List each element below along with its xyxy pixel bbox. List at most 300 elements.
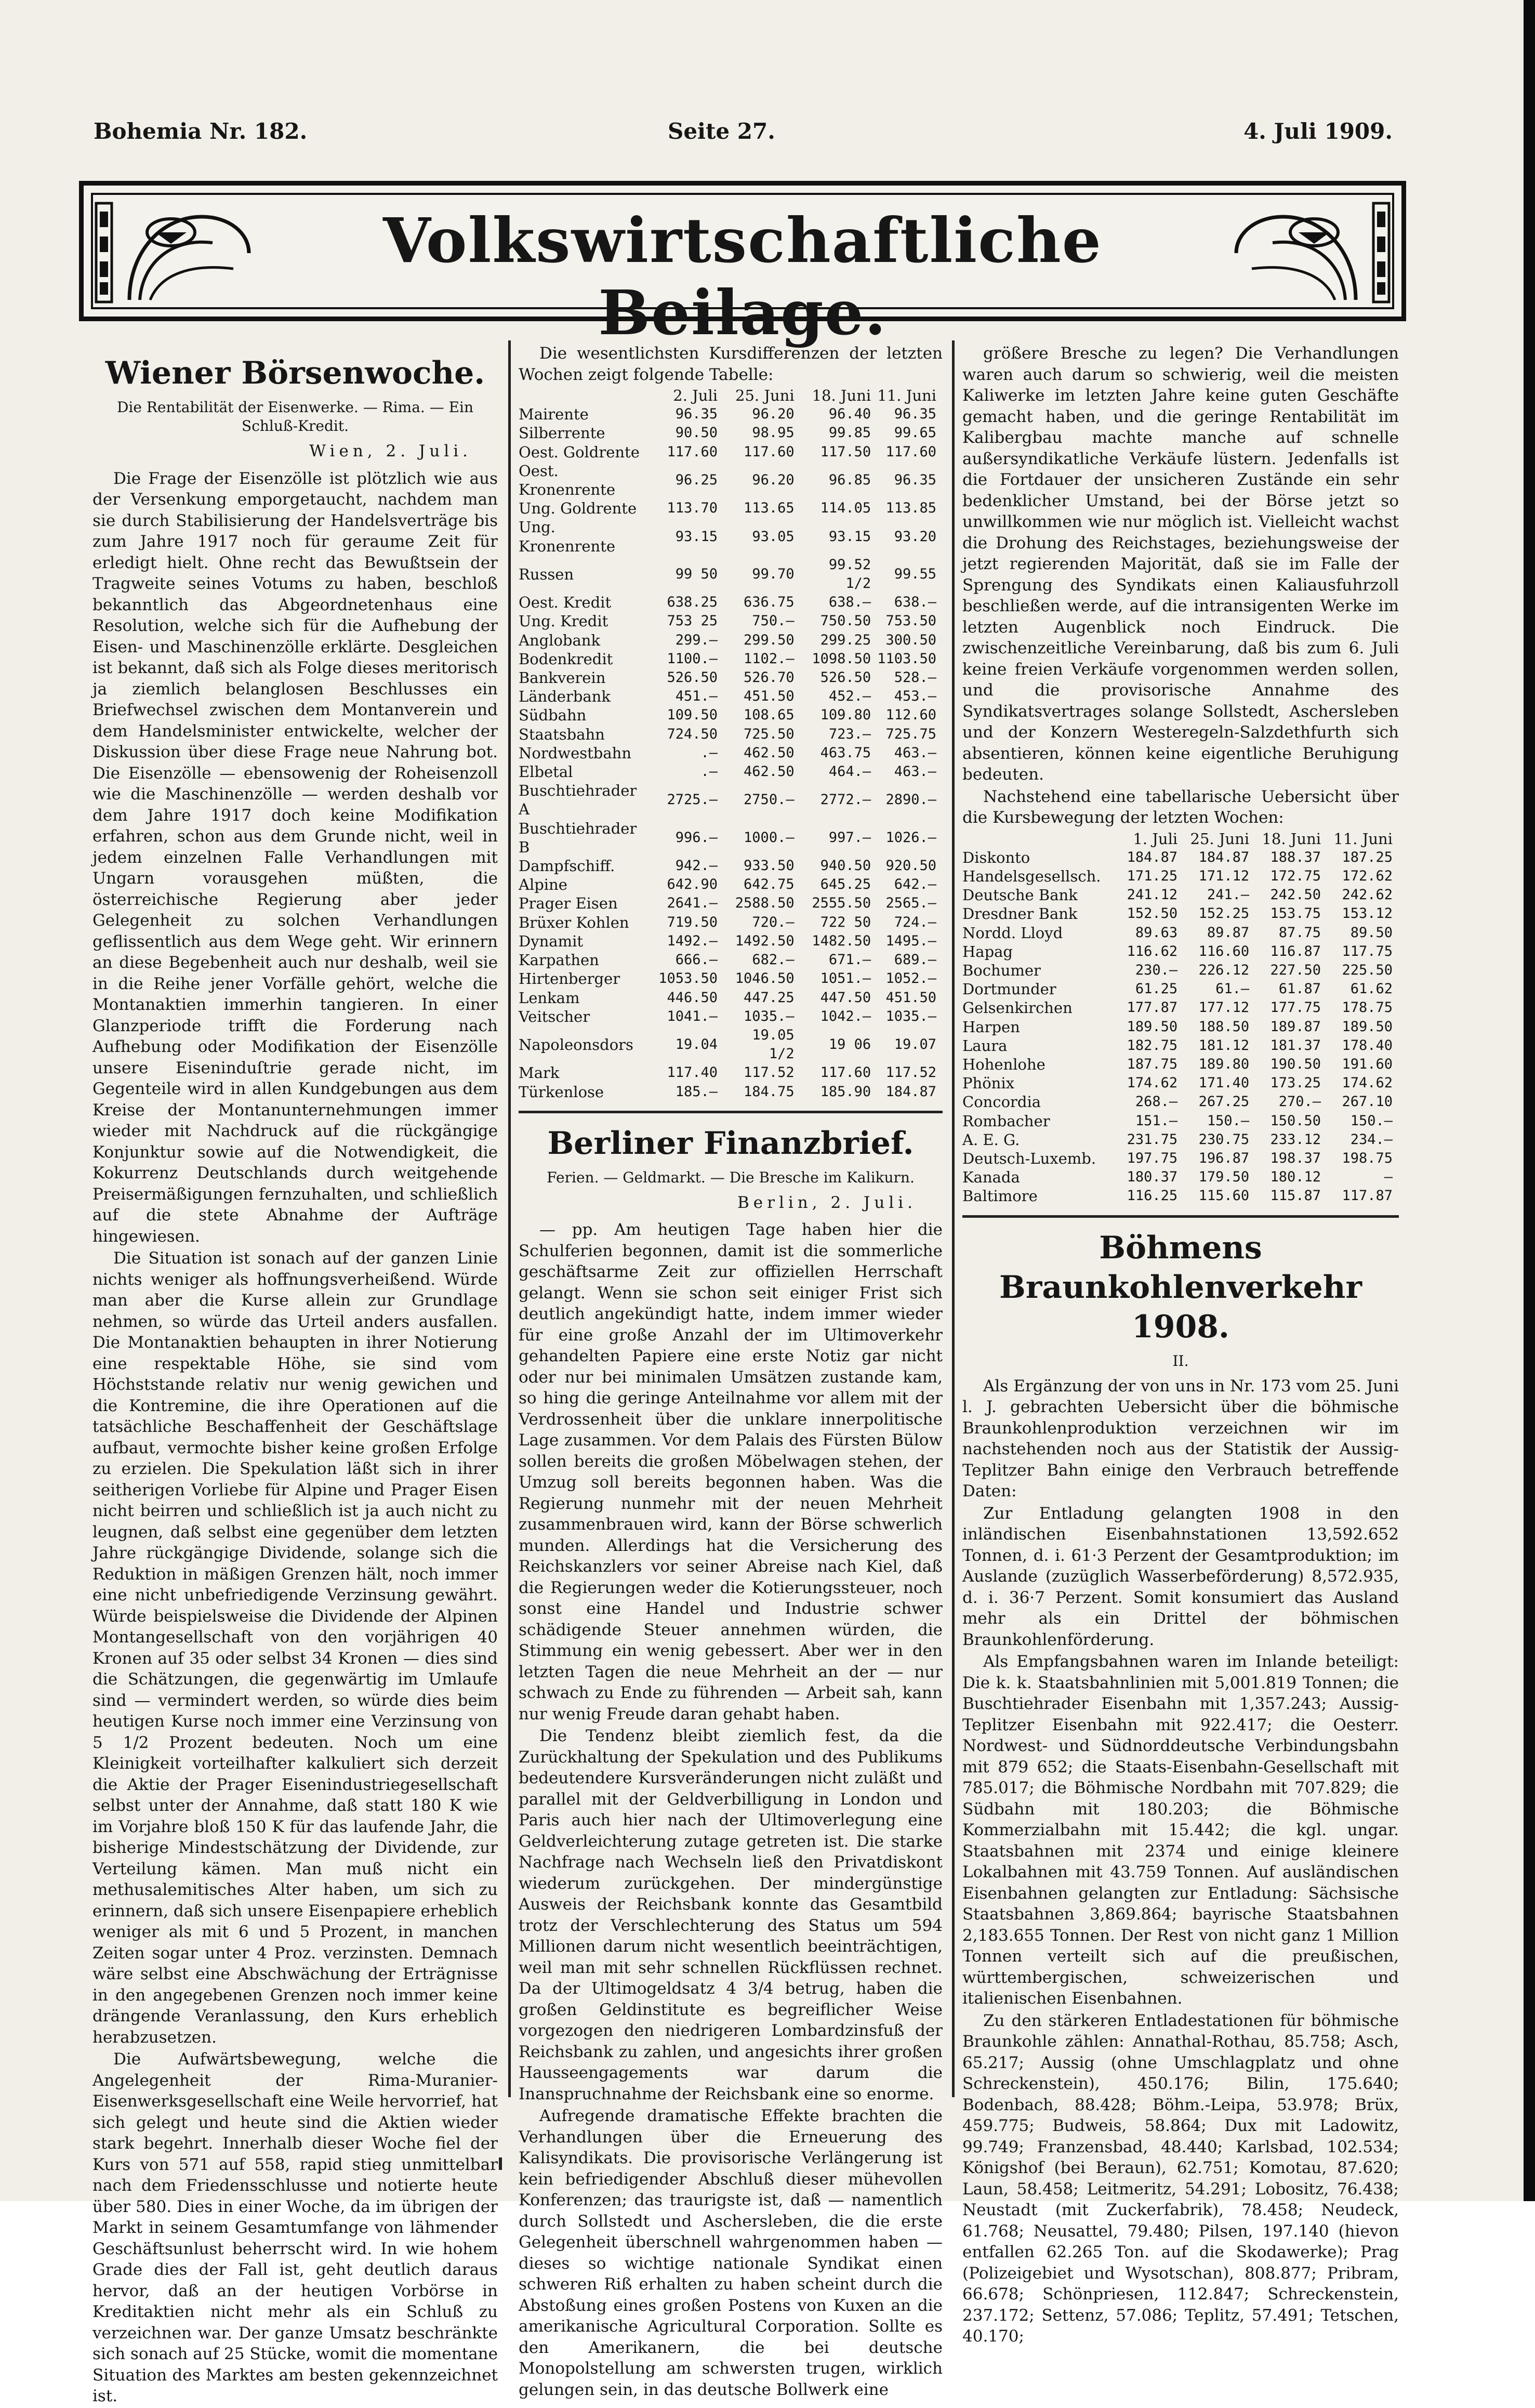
security-name-cell: Mairente: [519, 405, 589, 424]
price-cell: 172.62: [1342, 867, 1393, 884]
price-cell: 230.75: [1198, 1131, 1250, 1148]
article-subtitle: Ferien. — Geldmarkt. — Die Bresche im Kalikurn.: [547, 1168, 915, 1186]
price-cell: 1035.—: [744, 1008, 795, 1024]
table-header-cell: 25. Juni: [735, 387, 795, 404]
price-cell: 241.—: [1207, 887, 1250, 903]
price-cell: 115.87: [1270, 1188, 1321, 1204]
price-cell: 1000.—: [744, 829, 795, 846]
table-header-cell: [962, 830, 1121, 848]
price-cell: 180.37: [1127, 1169, 1178, 1186]
price-cell: 188.50: [1198, 1018, 1250, 1035]
table-row: [962, 1055, 1399, 1074]
price-cell: 184.87: [1127, 849, 1178, 865]
price-cell: —: [1384, 1169, 1393, 1186]
table-intro: Nachstehend eine tabellarische Uebersicht über die Kursbewegung der letzten Wochen:: [962, 787, 1399, 827]
price-cell: 526.50: [667, 669, 718, 686]
price-cell: 116.87: [1270, 943, 1321, 959]
security-name-cell: Alpine: [519, 876, 567, 894]
article-paragraph: Zur Entladung gelangten 1908 in den inländischen Eisenbahnstationen 13,592.652 Tonnen, d. i. 61·3 Perzent der Gesamtproduktion; im Auslande (zuzüglich Wasserbeförderung) 8,572.935, d. i. 36·7 Perzent. Somit konsumiert das Ausland mehr als ein Drittel der böhmischen Braunkohlenförderung.: [962, 1504, 1399, 1649]
price-cell: 189.50: [1127, 1018, 1178, 1035]
security-name-cell: Dampfschiff.: [519, 857, 615, 875]
price-cell: 171.12: [1198, 867, 1250, 884]
table-header-cell: 25. Juni: [1190, 830, 1250, 848]
price-cell: 89.87: [1207, 924, 1250, 941]
security-name-cell: Napoleonsdors: [519, 1036, 633, 1054]
security-name-cell: Mark: [519, 1064, 560, 1082]
price-cell: 19.04: [675, 1036, 718, 1052]
price-cell: 117.87: [1342, 1188, 1393, 1204]
table-row: [519, 650, 943, 668]
price-cell: 753.50: [885, 613, 936, 629]
price-cell: 93.15: [675, 528, 718, 545]
security-name-cell: Bochumer: [962, 961, 1041, 979]
price-cell: 2588.50: [735, 895, 795, 912]
price-cell: 300.50: [885, 631, 936, 648]
price-cell: 242.50: [1270, 887, 1321, 903]
price-cell: 150.50: [1270, 1112, 1321, 1129]
price-cell: 638.—: [828, 594, 871, 611]
security-name-cell: Oest. Kredit: [519, 594, 612, 612]
price-cell: 177.75: [1270, 999, 1321, 1016]
table-header-cell: 18. Juni: [1262, 830, 1321, 848]
price-cell: 1042.—: [820, 1008, 871, 1024]
price-cell: 636.75: [744, 594, 795, 611]
price-cell: 116.62: [1127, 943, 1178, 959]
price-cell: 93.20: [894, 528, 936, 545]
table-row: [519, 706, 943, 725]
table-header-row: [519, 386, 943, 405]
price-cell: 642.75: [744, 876, 795, 893]
price-cell: 725.50: [744, 726, 795, 742]
security-name-cell: Dortmunder: [962, 980, 1056, 998]
security-name-cell: Dresdner Bank: [962, 905, 1078, 923]
price-cell: 116.60: [1198, 943, 1250, 959]
table-header-cell: 11. Juni: [1333, 830, 1393, 848]
price-cell: 187.75: [1127, 1056, 1178, 1072]
security-name-cell: Türkenlose: [519, 1083, 604, 1101]
security-name-cell: Hapag: [962, 942, 1013, 960]
article-paragraph: Die Frage der Eisenzölle ist plötzlich wie aus der Versenkung emporgetaucht, nachdem man sie durch Stabilisierung der Handelsverträge bis zum Jahre 1917 noch für geraume Zeit für erledigt hielt. Ohne recht das Bewußtsein der Tragweite seines Votums zu haben, beschloß bekanntlich das Abgeordnetenhaus eine Resolution, welche sich für die Aufhebung der Eisen- und Maschinenzölle erklärte. Desgleichen ist bekannt, daß sich als Folge dieses meritorisch ja ziemlich belanglosen Beschlusses ein Briefwechsel zwischen dem Montanverein und dem Handelsminister entwickelte, welcher der Diskussion über diese Frage neue Nahrung bot. Die Eisenzölle — ebensowenig der Roheisenzoll wie die Maschinenzölle — werden deshalb vor dem Jahre 1917 doch keine Modifikation erfahren, schon aus dem Grunde nicht, weil in jedem einzelnen Falle Verhandlungen mit Ungarn vorausgehen müßten, die österreichische Regierung aber jeder Gelegenheit zu solchen Verhandlungen geflissentlich aus dem Wege geht. Wir erinnern an diese Begebenheit auch nur deshalb, weil sie in die Reihe jener Vorfälle gehört, welche die Montanaktien immerhin tangieren. In einer Glanzperiode trifft die Forderung nach Aufhebung oder Modifikation der Eisenzölle unsere Eiseninduſtrie gerade nicht, im Gegenteile wird in allen Kundgebungen aus dem Kreise der Montanunternehmungen immer wieder mit Nachdruck auf die rückgängige Konjunktur sowie auf die Notwendigkeit, die Kokurrenz Deutschlands durch weitgehende Preisermäßigungen fernzuhalten, und schließlich auf die stete Abnahme der Aufträge hingewiesen.: [92, 469, 498, 1246]
article-dateline: Berlin, 2. Juli.: [737, 1193, 917, 1212]
security-name-cell: Diskonto: [962, 848, 1030, 866]
price-cell: 666.—: [675, 952, 718, 968]
price-cell: 267.25: [1198, 1094, 1250, 1110]
price-cell: 1046.50: [735, 970, 795, 987]
price-cell: 113.85: [885, 500, 936, 517]
section-banner: [79, 181, 1406, 349]
table-row: [519, 744, 943, 762]
price-cell: 171.25: [1127, 867, 1178, 884]
table-row: [519, 1026, 943, 1063]
banner-title: Volkswirtschaftliche Beilage.: [383, 204, 1102, 349]
table-row: [519, 932, 943, 951]
table-row: [962, 867, 1399, 886]
security-name-cell: Buschtiehrader A: [519, 782, 637, 819]
table-row: [519, 556, 943, 593]
security-name-cell: Rombacher: [962, 1112, 1050, 1130]
price-cell: 725.75: [885, 726, 936, 742]
price-cell: 940.50: [820, 858, 871, 874]
price-cell: 267.10: [1342, 1094, 1393, 1110]
price-cell: 99 50: [675, 565, 718, 582]
price-cell: 181.37: [1270, 1037, 1321, 1054]
security-name-cell: Ung. Goldrente: [519, 499, 637, 518]
price-cell: 87.75: [1278, 924, 1321, 941]
table-row: [519, 518, 943, 555]
table-row: [519, 725, 943, 744]
price-cell: 447.50: [820, 989, 871, 1006]
price-cell: 1051.—: [820, 970, 871, 987]
price-cell: 108.65: [744, 707, 795, 723]
table-row: [962, 1036, 1399, 1055]
security-name-cell: Prager Eisen: [519, 894, 618, 913]
price-cell: 645.25: [820, 876, 871, 893]
price-cell: 462.50: [744, 764, 795, 780]
price-cell: 99.52 1/2: [828, 556, 871, 592]
price-cell: 724.50: [667, 726, 718, 742]
article-paragraph: Zu den stärkeren Entladestationen für böhmische Braunkohle zählen: Annathal-Rothau, 85.758; Asch, 65.217; Aussig (ohne Umschlagplatz und ohne Schreckenstein), 450.176; Bilin, 175.640; Bodenbach, 88.428; Böhm.-Leipa, 53.978; Brüx, 459.775; Budweis, 58.864; Dux mit Ladowitz, 99.749; Franzensbad, 48.440; Karlsbad, 102.534; Königshof (bei Beraun), 62.751; Komotau, 87.620; Laun, 58.458; Leitmeritz, 54.291; Lobositz, 76.438; Neustadt (mit Zuckerfabrik), 78.458; Neudeck, 61.768; Neusattel, 79.480; Pilsen, 197.140 (hievon entfallen 62.265 Ton. auf die Skodawerke); Prag (Polizeigebiet und Wysotschan), 808.877; Pribram, 66.678; Schönpriesen, 112.847; Schreckenstein, 237.172; Settenz, 57.086; Teplitz, 57.491; Tetschen, 40.170;: [962, 2011, 1399, 2346]
price-cell: 99.70: [752, 565, 795, 582]
table-row: [962, 1093, 1399, 1111]
price-cell: 528.—: [894, 669, 936, 686]
price-cell: 197.75: [1127, 1150, 1178, 1166]
price-cell: 225.50: [1342, 962, 1393, 978]
price-cell: 451.50: [744, 688, 795, 705]
price-cell: 180.12: [1270, 1169, 1321, 1186]
price-cell: 96.35: [894, 406, 936, 423]
price-cell: 198.75: [1342, 1150, 1393, 1166]
price-cell: 115.60: [1198, 1188, 1250, 1204]
security-name-cell: Bodenkredit: [519, 650, 613, 668]
price-cell: 453.—: [894, 688, 936, 705]
price-cell: 526.50: [820, 669, 871, 686]
article-title: Wiener Börsenwoche.: [105, 355, 485, 391]
price-cell: 190.50: [1270, 1056, 1321, 1072]
table-row: [519, 1007, 943, 1026]
issue-number: Bohemia Nr. 182.: [94, 119, 308, 144]
price-cell: 1041.—: [667, 1008, 718, 1024]
price-cell: 184.87: [885, 1083, 936, 1100]
price-cell: 174.62: [1342, 1075, 1393, 1091]
table-row: [519, 612, 943, 630]
table-header-row: [962, 830, 1399, 848]
article-dateline: Wien, 2. Juli.: [309, 442, 472, 460]
security-name-cell: Deutsche Bank: [962, 886, 1078, 904]
price-cell: 185.—: [675, 1083, 718, 1100]
berlin-price-table: [962, 830, 1399, 1206]
price-cell: 114.05: [820, 500, 871, 517]
table-row: [962, 1149, 1399, 1168]
price-cell: 227.50: [1270, 962, 1321, 978]
price-cell: 153.75: [1270, 905, 1321, 922]
price-cell: 446.50: [667, 989, 718, 1006]
security-name-cell: Buschtiehrader B: [519, 819, 637, 856]
security-name-cell: Oest. Goldrente: [519, 443, 640, 461]
price-cell: 1102.—: [744, 650, 795, 667]
price-cell: 462.50: [744, 744, 795, 761]
table-row: [519, 424, 943, 442]
price-cell: 96.40: [828, 406, 871, 423]
price-cell: 2555.50: [812, 895, 871, 912]
security-name-cell: Südbahn: [519, 706, 587, 725]
security-name-cell: Lenkam: [519, 989, 580, 1007]
price-cell: 1103.50: [877, 650, 936, 667]
security-name-cell: Baltimore: [962, 1187, 1038, 1205]
price-cell: 117.50: [820, 443, 871, 460]
table-row: [519, 819, 943, 857]
price-cell: 19 06: [828, 1036, 871, 1052]
price-cell: 177.12: [1198, 999, 1250, 1016]
price-cell: 720.—: [752, 914, 795, 930]
price-cell: 178.75: [1342, 999, 1393, 1016]
price-cell: 299.50: [744, 631, 795, 648]
price-cell: 109.80: [820, 707, 871, 723]
article-paragraph: Aufregende dramatische Effekte brachten die Verhandlungen über die Erneuerung des Kalisyndikats. Die provisorische Verlängerung ist kein befriedigender Abschluß dieser mühevollen Konferenzen; das traurigste ist, daß — namentlich durch Sollstedt und Aschersleben, die die erste Gelegenheit überschnell wahrgenommen haben — dieses so wichtige nationale Syndikat einen schweren Riß erhalten zu haben scheint durch die Abstoßung eines großen Postens von Kuxen an die amerikanische Agricultural Corporation. Sollte es den Amerikanern, die bei deutsche Monopolstellung am schwersten trugen, wirklich gelungen sein, in das deutsche Bollwerk eine: [519, 2107, 943, 2399]
price-cell: 112.60: [885, 707, 936, 723]
security-name-cell: A. E. G.: [962, 1130, 1020, 1149]
price-cell: 1492.—: [667, 932, 718, 949]
price-cell: 299.25: [820, 631, 871, 648]
left-ornament-icon: [93, 196, 259, 310]
security-name-cell: Staatsbahn: [519, 725, 605, 743]
price-cell: 464.—: [828, 764, 871, 780]
table-row: [962, 1168, 1399, 1187]
security-name-cell: Nordwestbahn: [519, 744, 631, 762]
article-paragraph: größere Bresche zu legen? Die Verhandlungen waren auch darum so schwierig, weil die meisten Kaliwerke im letzten Jahre keine guten Geschäfte gemacht haben, und die geringe Rentabilität im Kalibergbau machte manche auf schnelle außersyndikatliche Verkäufe lüstern. Jedenfalls ist die Fortdauer der unsicheren Zustände ein sehr bedenklicher Umstand, bei der Börse jetzt so unwillkommen wie nur möglich ist. Vielleicht wachst die Drohung des Reichstages, beziehungsweise der jetzt regierenden Majorität, daß sie im Falle der Sprengung des Syndikats einen Kaliausfuhrzoll beschließen werde, auf die intransigenten Werke im letzten Augenblick noch Eindruck. Die zwischenzeitliche Vereinbarung, daß bis zum 6. Juli keine freien Verkäufe vorgenommen werden sollen, und die provisorische Annahme des Syndikatsvertrages solange Sollstedt, Aschersleben und der Konzern Westeregeln-Salzdethfurth sich absentieren, können keine eigentliche Beruhigung bedeuten.: [962, 344, 1399, 784]
price-cell: 451.—: [675, 688, 718, 705]
table-row: [519, 499, 943, 518]
security-name-cell: Elbetal: [519, 763, 573, 781]
price-cell: 2641.—: [667, 895, 718, 912]
price-cell: 682.—: [752, 952, 795, 968]
price-cell: 61.87: [1278, 981, 1321, 997]
security-name-cell: Bankverein: [519, 669, 606, 687]
table-header-cell: [519, 386, 658, 405]
price-cell: 61.—: [1215, 981, 1250, 997]
price-cell: 117.60: [885, 443, 936, 460]
security-name-cell: Gelsenkirchen: [962, 999, 1073, 1017]
table-row: [962, 980, 1399, 998]
price-cell: 61.25: [1135, 981, 1178, 997]
price-cell: 109.50: [667, 707, 718, 723]
price-cell: 671.—: [828, 952, 871, 968]
price-cell: 96.20: [752, 471, 795, 488]
security-name-cell: Hohenlohe: [962, 1055, 1046, 1073]
table-row: [519, 951, 943, 969]
price-cell: 96.35: [675, 406, 718, 423]
price-cell: 2772.—: [820, 792, 871, 808]
price-cell: 90.50: [675, 425, 718, 441]
price-cell: 182.75: [1127, 1037, 1178, 1054]
price-cell: 270.—: [1278, 1094, 1321, 1110]
price-cell: 196.87: [1198, 1150, 1250, 1166]
price-cell: 2565.—: [885, 895, 936, 912]
table-row: [519, 857, 943, 875]
security-name-cell: Harpen: [962, 1018, 1020, 1036]
article-paragraph: Die Aufwärtsbewegung, welche die Angelegenheit der Rima-Muranier-Eisenwerksgesellschaft eine Weile hervorrief, hat sich gelegt und heute sind die Aktien wieder stark begehrt. Innerhalb dieser Woche fiel der Kurs von 571 auf 558, rapid stieg unmittelbar nach dem Friedensschlusse und notierte heute über 580. Dies in einer Woche, da im übrigen der Markt in seinem Gesamtumfange von lähmender Geschäftsunlust beherrscht wird. In wie hohem Grade dies der Fall ist, geht deutlich daraus hervor, daß an der heutigen Vorbörse in Kreditaktien nicht mehr als ein Schluß zu verzeichnen war. Der ganze Umsatz beschränkte sich sonach auf 25 Stücke, womit die momentane Situation des Marktes am besten gekennzeichnet ist.: [92, 2050, 498, 2405]
security-name-cell: Karpathen: [519, 951, 599, 969]
price-cell: 1035.—: [885, 1008, 936, 1024]
table-intro: Die wesentlichsten Kursdifferenzen der letzten Wochen zeigt folgende Tabelle:: [519, 344, 943, 384]
price-cell: 150.—: [1207, 1112, 1250, 1129]
price-cell: 723.—: [828, 726, 871, 742]
article-paragraph: Die Tendenz bleibt ziemlich fest, da die Zurückhaltung der Spekulation und des Publikums bedeutendere Kursveränderungen nicht zuläßt und parallel mit der Geldverbilligung in London und Paris auch hier nach der Ultimoverlegung eine Geldverleichterung zutage getreten ist. Die starke Nachfrage nach Wechseln ließ den Privatdiskont wiederum zurückgehen. Der mindergünstige Ausweis der Reichsbank konnte das Gesamtbild trotz der Verschlechterung des Status um 594 Millionen darum nicht wesentlich beeinträchtigen, weil man mit sehr schnellen Rückflüssen rechnet. Da der Ultimogeldsatz 4 3/4 betrug, haben die großen Geldinstitute es begreiflicher Weise vorgezogen den niedrigeren Lombardzinsfuß der Reichsbank zu zahlen, und angesichts ihrer großen Hausseengagements war darum die Inanspruchnahme der Reichsbank eine so enorme.: [519, 1727, 943, 2103]
price-cell: 152.50: [1127, 905, 1178, 922]
price-cell: 233.12: [1270, 1131, 1321, 1148]
price-cell: 1098.50: [812, 650, 871, 667]
article-paragraph: Die Situation ist sonach auf der ganzen Linie nichts weniger als hoffnungsverheißend. Würde man aber die Kurse allein zur Grundlage nehmen, so würde das Urteil anders ausfallen. Die Montanaktien behaupten in ihrer Notierung eine respektable Höhe, sie sind vom Höchststande relativ nur wenig gewichen und die Kontremine, die ihre Operationen auf die tatsächliche Beschaffenheit der Geschäftslage aufbaut, vermochte bisher keine großen Erfolge zu erzielen. Die Spekulation läßt sich in ihrer seitherigen Vorliebe für Alpine und Prager Eisen nicht beirren und schließlich ist ja auch nicht zu leugnen, daß selbst eine gegenüber dem letzten Jahre rückgängige Dividende, solange sich die Reduktion in mäßigen Grenzen hält, noch immer eine nicht unbefriedigende Verzinsung gewährt. Würde beispielsweise die Dividende der Alpinen Montangesellschaft von den vorjährigen 40 Kronen auf 35 oder selbst 34 Kronen — dies sind die Schätzungen, die gegenwärtig im Umlaufe sind — vermindert werden, so würde dies beim heutigen Kurse noch immer eine Verzinsung von 5 1/2 Prozent bedeuten. Noch um eine Kleinigkeit vorteilhafter kalkuliert sich derzeit die Aktie der Prager Eisenindustriegesellschaft selbst unter der Annahme, daß statt 180 K wie im Vorjahre bloß 150 K für das laufende Jahr, die bisherige Mindestschätzung der Dividende, zur Verteilung kämen. Man muß nicht ein methusalemitisches Alter haben, um sich zu erinnern, daß sich unsere Eisenpapiere erheblich weniger als mit 6 und 5 Prozent, in manchen Zeiten sogar unter 4 Proz. verzinsten. Demnach wäre selbst eine Abschwächung der Erträgnisse in den angegebenen Grenzen noch immer keine drängende Veranlassung, den Kurs erheblich herabzusetzen.: [92, 1249, 498, 2047]
price-cell: 241.12: [1127, 887, 1178, 903]
article-paragraph: — pp. Am heutigen Tage haben hier die Schulferien begonnen, damit ist die sommerliche geschäftsarme Zeit zur offiziellen Herrschaft gelangt. Wenn sie schon seit einiger Frist sich deutlich angekündigt hatte, indem immer wieder für eine große Anzahl der im Ultimoverkehr gehandelten Papiere eine erste Notiz gar nicht oder nur bei minimalen Umsätzen zustande kam, so hing die geringe Anteilnahme vor allem mit der Verdrossenheit über die unklare innerpolitische Lage zusammen. Vor dem Palais des Fürsten Bülow sollen bereits die großen Möbelwagen stehen, der Umzug soll bereits begonnen haben. Was die Regierung nunmehr mit der neuen Mehrheit zusammenbrauen wird, kann der Börse schwerlich munden. Allerdings hat die Versicherung des Reichskanzlers vor seiner Abreise nach Kiel, daß die Regierungen weder die Kotierungssteuer, noch sonst eine Handel und Industrie schwer schädigende Steuer annehmen würden, die Stimmung ein wenig gebessert. Aber wer in den letzten Tagen die neue Mehrheit an der — nur schwach zu Ende zu führenden — Arbeit sah, kann nur wenig Freude daran gehabt haben.: [519, 1220, 943, 1723]
article-subtitle: Die Rentabilität der Eisenwerke. — Rima. — Ein Schluß-Kredit.: [116, 399, 474, 435]
price-cell: 463.75: [820, 744, 871, 761]
price-cell: 113.70: [667, 500, 718, 517]
right-ornament-icon: [1226, 196, 1392, 310]
security-name-cell: Ung. Kredit: [519, 612, 608, 630]
page-mark: [499, 2157, 502, 2170]
price-cell: 152.25: [1198, 905, 1250, 922]
column-3: [962, 343, 1399, 2348]
page-number: Seite 27.: [668, 119, 775, 144]
table-row: [519, 443, 943, 462]
article-paragraph: Als Empfangsbahnen waren im Inlande beteiligt: Die k. k. Staatsbahnlinien mit 5,001.819 Tonnen; die Buschtiehrader Eisenbahn mit 1,357.243; Aussig-Teplitzer Eisenbahn mit 922.417; die Oesterr. Nordwest- und Südnorddeutsche Verbindungsbahn mit 879 652; die Staats-Eisenbahn-Gesellschaft mit 785.017; die Böhmische Nordbahn mit 707.829; die Südbahn mit 180.203; die Böhmische Kommerzialbahn mit 15.442; die kgl. ungar. Staatsbahnen mit 2374 und einige kleinere Lokalbahnen mit 43.759 Tonnen. Auf ausländischen Eisenbahnen gelangten zur Entladung: Sächsische Staatsbahnen 3,869.864; bayrische Staatsbahnen 2,183.655 Tonnen. Der Rest von nicht ganz 1 Million Tonnen verteilt sich auf die preußischen, württembergischen, schweizerischen und italienischen Eisenbahnen.: [962, 1652, 1399, 2008]
price-cell: 117.60: [667, 443, 718, 460]
security-name-cell: Kanada: [962, 1168, 1020, 1187]
issue-date: 4. Juli 1909.: [1243, 119, 1393, 144]
table-row: [962, 924, 1399, 942]
price-cell: 189.50: [1342, 1018, 1393, 1035]
vienna-price-table: [519, 386, 943, 1101]
price-cell: 996.—: [675, 829, 718, 846]
price-cell: 2725.—: [667, 792, 718, 808]
price-cell: 187.25: [1342, 849, 1393, 865]
price-cell: 179.50: [1198, 1169, 1250, 1186]
security-name-cell: Silberrente: [519, 424, 605, 442]
table-row: [519, 913, 943, 932]
section-divider: [962, 1215, 1399, 1218]
price-cell: 96.35: [894, 471, 936, 488]
price-cell: 116.25: [1127, 1188, 1178, 1204]
page-header: [94, 119, 1393, 150]
price-cell: 89.50: [1350, 924, 1393, 941]
price-cell: 299.—: [675, 631, 718, 648]
security-name-cell: Phönix: [962, 1074, 1014, 1093]
table-row: [519, 781, 943, 819]
price-cell: 171.40: [1198, 1075, 1250, 1091]
table-row: [962, 998, 1399, 1017]
price-cell: 642.—: [894, 876, 936, 893]
price-cell: 181.12: [1198, 1037, 1250, 1054]
article-paragraph: Als Ergänzung der von uns in Nr. 173 vom 25. Juni l. J. gebrachten Uebersicht über die böhmische Braunkohlenproduktion verzeichnen wir im nachstehenden noch aus der Statistik der Aussig-Teplitzer Bahn einige den Verbrauch betreffende Daten:: [962, 1376, 1399, 1501]
price-cell: 174.62: [1127, 1075, 1178, 1091]
price-cell: 177.87: [1127, 999, 1178, 1016]
table-row: [519, 687, 943, 706]
price-cell: 642.90: [667, 876, 718, 893]
table-header-cell: 1. Juli: [1133, 830, 1178, 848]
table-row: [519, 631, 943, 650]
price-cell: 99.65: [894, 425, 936, 441]
price-cell: 198.37: [1270, 1150, 1321, 1166]
price-cell: 920.50: [885, 858, 936, 874]
price-cell: 191.60: [1342, 1056, 1393, 1072]
price-cell: 89.63: [1135, 924, 1178, 941]
security-name-cell: Dynamit: [519, 932, 584, 950]
price-cell: 150.—: [1350, 1112, 1393, 1129]
article-title: Berliner Finanzbrief.: [547, 1125, 914, 1162]
price-cell: 113.65: [744, 500, 795, 517]
price-cell: 230.—: [1135, 962, 1178, 978]
security-name-cell: Veitscher: [519, 1007, 590, 1025]
price-cell: 750.50: [820, 613, 871, 629]
price-cell: 451.50: [885, 989, 936, 1006]
price-cell: 61.62: [1350, 981, 1393, 997]
price-cell: 117.52: [885, 1064, 936, 1081]
table-row: [519, 462, 943, 499]
table-row: [962, 1112, 1399, 1130]
price-cell: 1482.50: [812, 932, 871, 949]
table-row: [962, 1074, 1399, 1093]
table-row: [962, 1187, 1399, 1205]
price-cell: 153.12: [1342, 905, 1393, 922]
table-row: [519, 989, 943, 1007]
price-cell: 463.—: [894, 764, 936, 780]
table-row: [519, 875, 943, 894]
section-number: II.: [1172, 1352, 1189, 1370]
price-cell: 933.50: [744, 858, 795, 874]
security-name-cell: Concordia: [962, 1093, 1041, 1111]
price-cell: 942.—: [675, 858, 718, 874]
table-row: [962, 904, 1399, 923]
table-header-cell: 2. Juli: [673, 387, 718, 404]
price-cell: 1052.—: [885, 970, 936, 987]
price-cell: 117.52: [744, 1064, 795, 1081]
price-cell: 96.20: [752, 406, 795, 423]
article-title: Böhmens Braunkohlenverkehr 1908.: [999, 1229, 1362, 1345]
column-rule: [508, 340, 511, 2097]
security-name-cell: Deutsch-Luxemb.: [962, 1149, 1096, 1167]
price-cell: 1053.50: [658, 970, 718, 987]
table-row: [519, 593, 943, 612]
price-cell: 724.—: [894, 914, 936, 930]
price-cell: 151.—: [1135, 1112, 1178, 1129]
table-row: [962, 848, 1399, 867]
price-cell: 753 25: [667, 613, 718, 629]
security-name-cell: Anglobank: [519, 631, 601, 649]
price-cell: 1100.—: [667, 650, 718, 667]
table-row: [519, 894, 943, 913]
table-row: [519, 405, 943, 424]
price-cell: 526.70: [744, 669, 795, 686]
price-cell: 117.60: [744, 443, 795, 460]
price-cell: 638.—: [894, 594, 936, 611]
table-row: [962, 961, 1399, 980]
price-cell: 93.05: [752, 528, 795, 545]
price-cell: .—: [700, 744, 718, 761]
price-cell: 98.95: [752, 425, 795, 441]
price-cell: 268.—: [1135, 1094, 1178, 1110]
table-row: [519, 969, 943, 988]
price-cell: 638.25: [667, 594, 718, 611]
table-row: [519, 1083, 943, 1101]
price-cell: 689.—: [894, 952, 936, 968]
price-cell: 1495.—: [885, 932, 936, 949]
price-cell: 96.25: [675, 471, 718, 488]
price-cell: 99.55: [894, 565, 936, 582]
section-divider: [519, 1111, 943, 1113]
table-row: [519, 762, 943, 781]
price-cell: 117.60: [820, 1064, 871, 1081]
price-cell: 722 50: [820, 914, 871, 930]
